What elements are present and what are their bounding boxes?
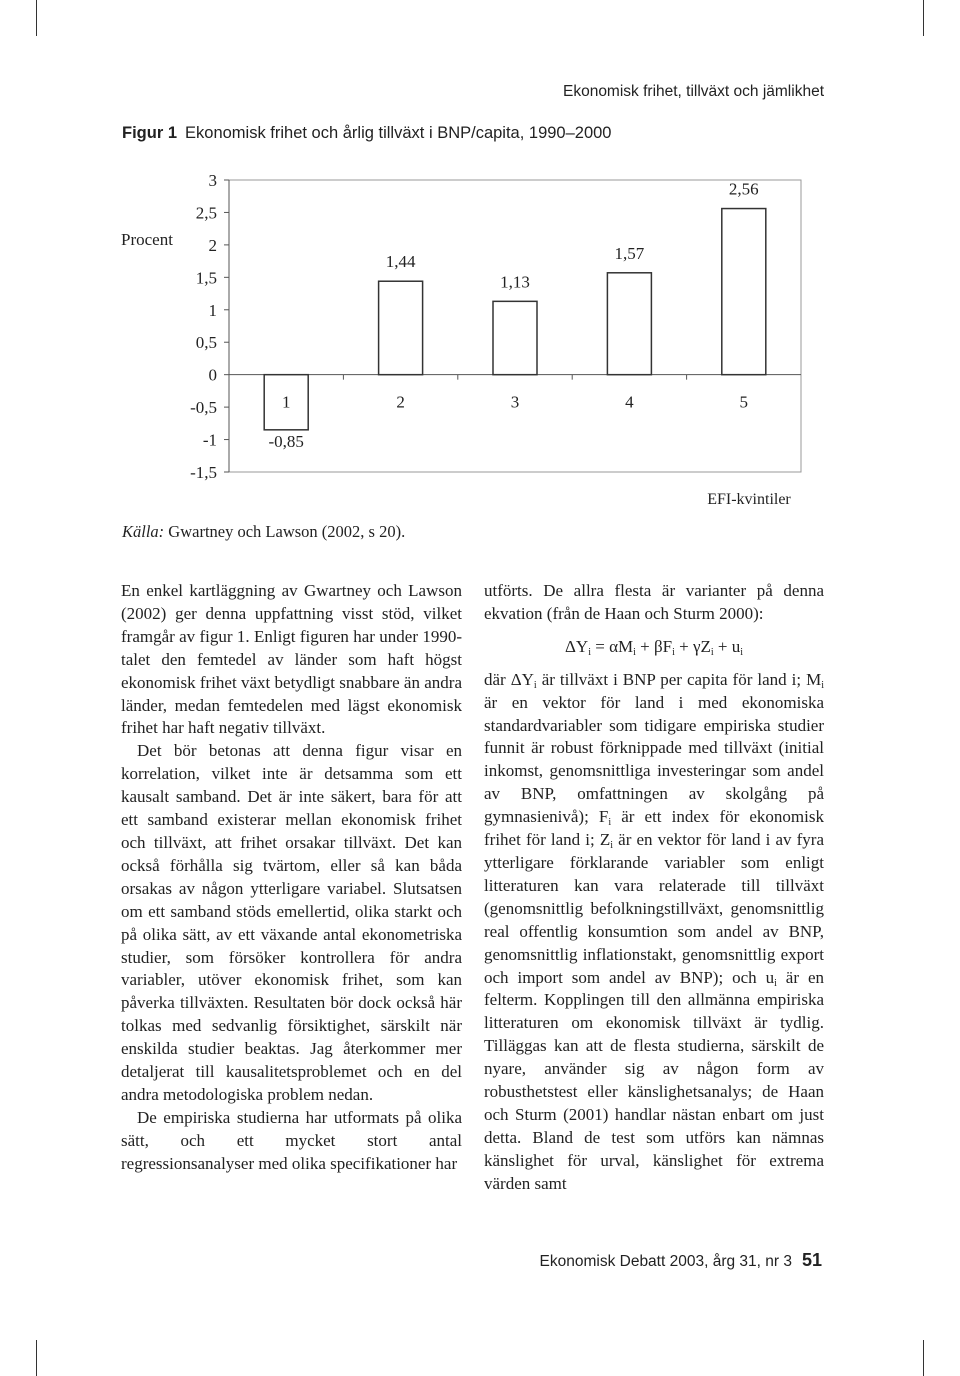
source-label: Källa: bbox=[122, 522, 165, 541]
running-header: Ekonomisk frihet, tillväxt och jämlikhet bbox=[562, 83, 824, 100]
x-axis-label: EFI-kvintiler bbox=[707, 491, 791, 508]
journal-citation: Ekonomisk Debatt 2003, årg 31, nr 3 bbox=[539, 1253, 792, 1270]
regression-equation: $\Delta Y_i = \alpha M_i + \beta F_i + \gamma Z_i + u_i$ bbox=[564, 636, 744, 658]
y-tick-label: 1,5 bbox=[195, 268, 217, 288]
data-label: -0,85 bbox=[268, 431, 304, 451]
data-label: 1,13 bbox=[500, 272, 530, 292]
y-axis-label: Procent bbox=[121, 230, 173, 249]
bar bbox=[379, 281, 423, 374]
paragraph-intro: utförts. De allra flesta är varianter på denna ekvation (från de Haan och Sturm 2000): bbox=[484, 581, 824, 623]
x-tick-label: 4 bbox=[625, 392, 634, 412]
figure-source bbox=[122, 522, 405, 542]
y-tick-label: -0,5 bbox=[190, 398, 217, 418]
right-column bbox=[484, 580, 824, 1196]
bar bbox=[607, 273, 651, 375]
paragraph-3: De empiriska studierna har utformats på olika sätt, och ett mycket stort antal regressionsanalyser med olika specifikationer har bbox=[121, 1107, 462, 1173]
y-tick-label: 3 bbox=[208, 171, 217, 190]
x-tick-label: 2 bbox=[396, 392, 405, 412]
y-tick-label: 0 bbox=[208, 365, 217, 385]
y-tick-label: 2,5 bbox=[195, 203, 217, 223]
crop-mark-bottom-left bbox=[36, 1340, 37, 1376]
y-tick-label: 2 bbox=[208, 235, 217, 255]
bar bbox=[722, 209, 766, 375]
paragraph-definitions: där $\Delta Y_i$ är tillväxt i BNP per capita för land i; $M_i$ är en vektor för land i med ekonomiska standardvariabler som tidigare empiriska studier funnit är robust förknippade med tillväxt (initial inkomst, genomsnittliga investeringar som andel av BNP, omfattningen av skolgång på gymnasienivå); $F_i$ är ett index för ekonomisk frihet för land i; $Z_i$ är en vektor för land i av fyra ytterligare förklarande variabler som enligt litteraturen kan vara relaterade till tillväxt (genomsnittlig befolkningstillväxt, genomsnittlig real offentlig konsumtion som andel av BNP, genomsnittlig inflationstakt, genomsnittlig export och import som andel av BNP); och $u_i$ är en felterm. Kopplingen till den allmänna empiriska litteraturen om ekonomisk tillväxt är tydlig. Tilläggas kan att de flesta studierna, särskilt de nyare, använder sig av någon form av robusthetstest eller känslighetsanalys; de Haan och Sturm (2001) handlar nästan enbart om just detta. Bland de test som utförs kan nämnas känslighet för urval, känslighet för extrema värden samt bbox=[484, 669, 824, 1193]
crop-mark-top-right bbox=[923, 0, 924, 36]
bar bbox=[493, 301, 537, 374]
figure-label: Figur 1 bbox=[122, 124, 178, 142]
figure-title bbox=[122, 124, 612, 143]
y-tick-label: 1 bbox=[208, 300, 217, 320]
x-tick-label: 1 bbox=[281, 392, 291, 412]
crop-mark-top-left bbox=[36, 0, 37, 36]
paragraph-1: En enkel kartläggning av Gwartney och Lawson (2002) ger denna uppfattning visst stöd, vilket framgår av figur 1. Enligt figuren har under 1990-talet den femtedel av länder som haft högst ekonomisk frihet växt betydligt snabbare än andra länder, medan femtedelen med lägst ekonomisk frihet har haft negativ tillväxt. bbox=[121, 581, 462, 738]
x-tick-label: 5 bbox=[739, 392, 749, 412]
data-label: 2,56 bbox=[728, 179, 759, 199]
paragraph-2: Det bör betonas att denna figur visar en korrelation, vilket inte är detsamma som ett kausalt samband. Det är inte säkert, bara för att ett samband existerar mellan ekonomisk frihet och tillväxt, att frihet orsakar tillväxt. Det kan också förhålla sig tvärtom, eller så kan båda orsakas av någon ytterligare variabel. Slutsatsen om ett samband stöds emellertid, olika starkt och på olika sätt, av ett växande antal ekonometriska studier, som försöker kontrollera för andra variabler, utöver ekonomisk frihet, som kan påverka tillväxten. Resultaten bör dock också här tolkas med sedvanlig försiktighet, särskilt när enskilda studier beaktas. Jag återkommer mer detaljerat till kausalitetsproblemet och en del andra metodologiska problem nedan. bbox=[121, 741, 462, 1104]
crop-mark-bottom-right bbox=[923, 1340, 924, 1376]
y-tick-label: 0,5 bbox=[195, 333, 217, 353]
y-tick-label: -1,5 bbox=[190, 463, 217, 482]
left-column bbox=[121, 580, 462, 1176]
page-number: 51 bbox=[801, 1250, 822, 1270]
figure-caption: Ekonomisk frihet och årlig tillväxt i BNP/capita, 1990–2000 bbox=[185, 124, 612, 142]
data-label: 1,57 bbox=[614, 243, 645, 263]
source-text: Gwartney och Lawson (2002, s 20). bbox=[164, 522, 406, 541]
bar-chart bbox=[0, 160, 960, 520]
data-label: 1,44 bbox=[385, 252, 416, 272]
page-footer bbox=[540, 1250, 822, 1271]
y-tick-label: -1 bbox=[202, 430, 217, 450]
x-tick-label: 3 bbox=[510, 392, 520, 412]
